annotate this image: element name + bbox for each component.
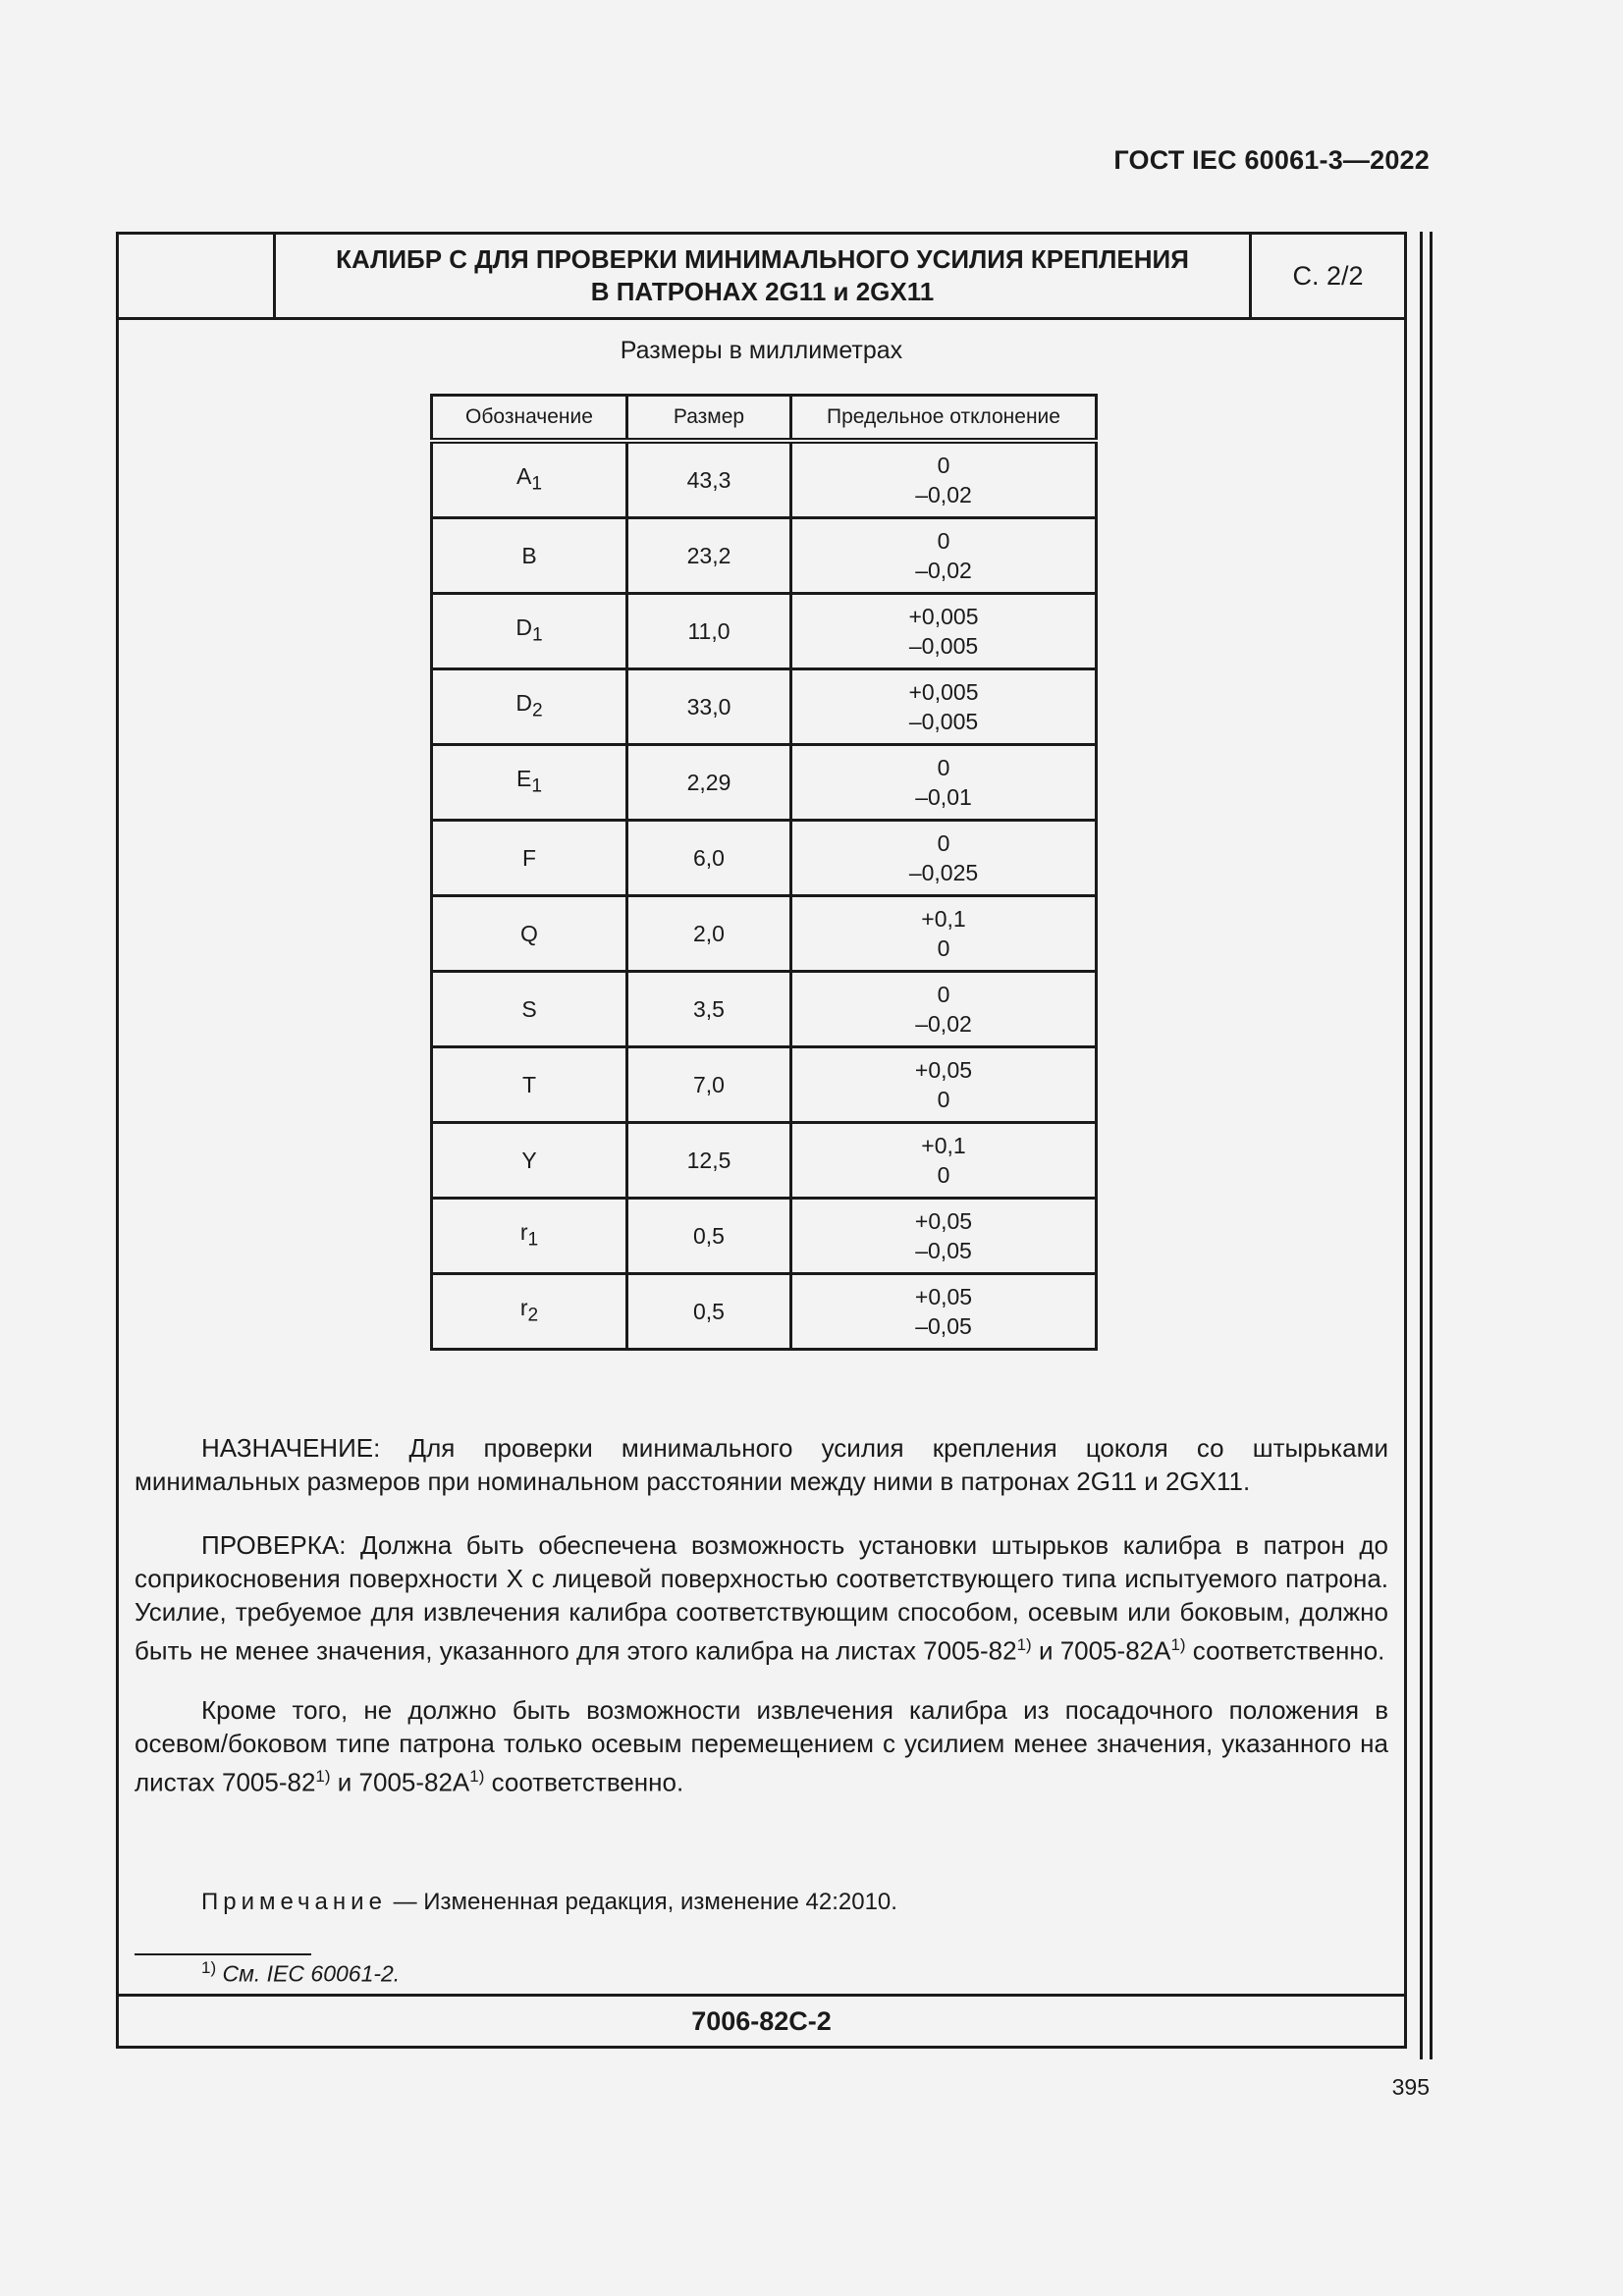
deviation-upper: 0 [937,830,950,856]
deviation-cell [791,745,1097,821]
designation-symbol: T [521,1072,537,1097]
check-paragraph [135,1528,1388,1668]
sheet-title [276,235,1252,317]
table-row [432,745,1097,821]
deviation-upper: +0,05 [914,1057,973,1083]
deviation-lower: –0,02 [915,558,972,583]
footnote-ref: 1) [469,1767,485,1786]
table-row [432,896,1097,972]
deviation-upper: 0 [937,982,950,1007]
footnote-ref: 1) [1016,1635,1032,1654]
table-row [432,821,1097,896]
designation-cell [432,594,627,669]
deviation-upper: 0 [937,528,950,554]
designation-cell [432,1274,627,1350]
deviation-cell [791,1274,1097,1350]
designation-cell [432,972,627,1047]
deviation-cell [791,972,1097,1047]
footnote-text: См. IEC 60061-2. [216,1960,401,1987]
designation-cell [432,669,627,745]
note-text: — Измененная редакция, изменение 42:2010. [386,1889,897,1915]
footnote-mark: 1) [201,1958,217,1977]
sheet-title-line-1: КАЛИБР С ДЛЯ ПРОВЕРКИ МИНИМАЛЬНОГО УСИЛИЯ КРЕПЛЕНИЯ [336,244,1189,274]
deviation-lower: 0 [937,1162,950,1188]
deviation-lower: –0,02 [915,1011,972,1037]
designation-symbol: D [515,614,532,640]
deviation-lower: 0 [937,935,950,961]
header-deviation: Предельное отклонение [791,396,1097,442]
designation-symbol: Y [521,1148,537,1173]
table-row [432,441,1097,518]
units-caption: Размеры в миллиметрах [620,337,903,364]
table-row [432,1274,1097,1350]
table-row [432,594,1097,669]
deviation-lower: –0,05 [915,1313,972,1339]
sheet-id: 7006-82C-2 [119,1994,1404,2046]
extra-text-2: и 7005-82A [330,1767,470,1797]
table-row [432,518,1097,594]
check-text-2: и 7005-82A [1031,1635,1171,1666]
frame-rule-outer [1420,232,1423,2059]
deviation-lower: –0,01 [915,784,972,810]
title-blank-cell [119,235,276,317]
designation-cell [432,745,627,821]
size-cell: 11,0 [627,594,791,669]
deviation-upper: +0,1 [921,906,966,932]
designation-symbol: A [516,462,532,489]
designation-cell [432,821,627,896]
footnote-ref: 1) [315,1767,331,1786]
deviation-lower: –0,005 [908,709,979,734]
deviation-cell [791,821,1097,896]
designation-cell [432,1199,627,1274]
page-number: 395 [1391,2074,1430,2100]
size-cell: 0,5 [627,1274,791,1350]
extra-paragraph [135,1693,1388,1799]
size-cell: 33,0 [627,669,791,745]
size-cell: 2,29 [627,745,791,821]
size-cell: 43,3 [627,441,791,518]
header-designation: Обозначение [432,396,627,442]
size-cell: 0,5 [627,1199,791,1274]
title-row [119,235,1404,320]
sheet-title-line-2: В ПАТРОНАХ 2G11 и 2GX11 [590,277,935,306]
note-label: Примечание [201,1889,387,1915]
designation-subscript: 2 [531,700,543,721]
table-header-row [432,396,1097,442]
footnote-divider [135,1953,311,1955]
check-text-3: соответственно. [1185,1635,1385,1666]
deviation-cell [791,518,1097,594]
deviation-lower: –0,005 [908,633,979,659]
deviation-upper: +0,005 [908,679,979,705]
table-row [432,669,1097,745]
deviation-upper: +0,05 [914,1284,973,1309]
designation-cell [432,441,627,518]
deviation-upper: +0,05 [914,1208,973,1234]
frame-rule-outer-2 [1430,232,1433,2059]
designation-symbol: F [521,845,537,871]
deviation-cell [791,1199,1097,1274]
note [201,1889,897,1916]
designation-subscript: 1 [531,775,542,797]
sheet-page-indicator: С. 2/2 [1292,260,1364,291]
designation-subscript: 2 [527,1305,539,1326]
sheet-frame [116,232,1407,2049]
size-cell: 7,0 [627,1047,791,1123]
deviation-lower: –0,02 [915,482,972,507]
deviation-upper: +0,1 [921,1133,966,1158]
footnote-ref: 1) [1170,1635,1186,1654]
document-header: ГОСТ IEC 60061-3—2022 [1113,145,1430,175]
designation-symbol: E [516,765,532,791]
designation-symbol: B [521,543,537,568]
size-cell: 2,0 [627,896,791,972]
designation-symbol: Q [520,921,538,946]
deviation-cell [791,1047,1097,1123]
header-size: Размер [627,396,791,442]
table-row [432,1199,1097,1274]
table-body [432,441,1097,1350]
size-cell: 3,5 [627,972,791,1047]
designation-symbol: S [521,996,537,1022]
deviation-upper: +0,005 [908,604,979,629]
deviation-lower: –0,025 [908,860,979,885]
deviation-cell [791,896,1097,972]
designation-subscript: 1 [527,1229,539,1251]
table-row [432,1123,1097,1199]
purpose-paragraph: НАЗНАЧЕНИЕ: Для проверки минимального усилия крепления цоколя со штырьками минимальных размеров при номинальном расстоянии между ними в патронах 2G11 и 2GX11. [135,1433,1388,1496]
designation-symbol: D [515,689,532,716]
deviation-cell [791,594,1097,669]
deviation-upper: 0 [937,755,950,780]
designation-subscript: 1 [531,624,543,646]
extra-text-1: Кроме того, не должно быть возможности извлечения калибра из посадочного положения в осевом/боковом типе патрона только осевым перемещением с усилием менее значения, указанного на листах 7005-82 [135,1695,1388,1797]
size-cell: 23,2 [627,518,791,594]
designation-cell [432,518,627,594]
deviation-cell [791,441,1097,518]
extra-text-3: соответственно. [484,1767,684,1797]
deviation-upper: 0 [937,453,950,478]
deviation-lower: –0,05 [915,1238,972,1263]
check-text-1: ПРОВЕРКА: Должна быть обеспечена возможность установки штырьков калибра в патрон до соприкосновения поверхности X с лицевой поверхностью соответствующего типа испытуемого патрона. Усилие, требуемое для извлечения калибра соответствующим способом, осевым или боковым, должно быть не менее значения, указанного для этого калибра на листах 7005-82 [135,1530,1388,1666]
deviation-lower: 0 [937,1087,950,1112]
designation-cell [432,896,627,972]
table-row [432,1047,1097,1123]
footnote [201,1958,400,1988]
table-row [432,972,1097,1047]
designation-symbol: r [519,1218,528,1245]
deviation-cell [791,1123,1097,1199]
designation-symbol: r [519,1294,528,1320]
dimensions-table [430,394,1098,1351]
size-cell: 6,0 [627,821,791,896]
designation-subscript: 1 [531,473,542,495]
designation-cell [432,1123,627,1199]
size-cell: 12,5 [627,1123,791,1199]
designation-cell [432,1047,627,1123]
deviation-cell [791,669,1097,745]
